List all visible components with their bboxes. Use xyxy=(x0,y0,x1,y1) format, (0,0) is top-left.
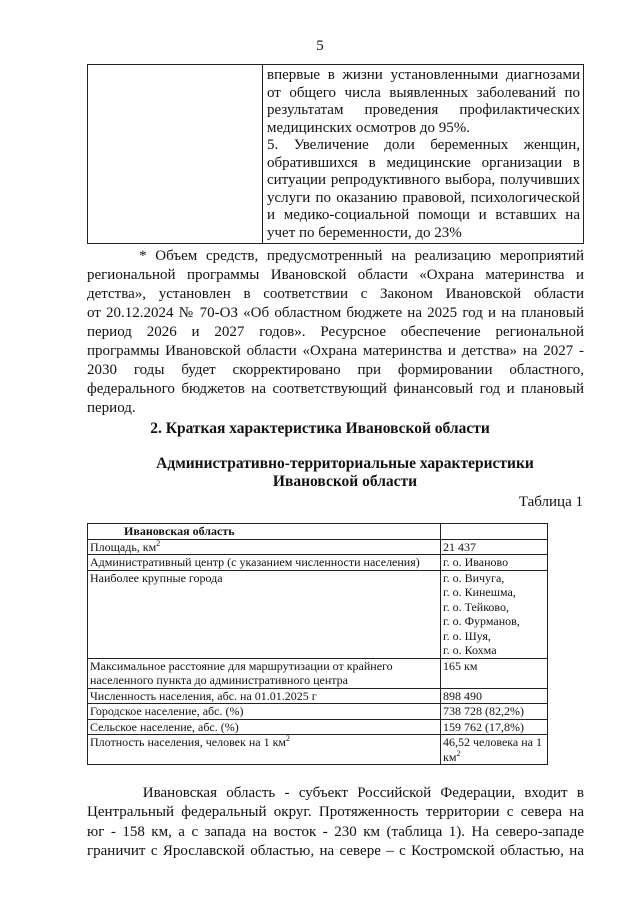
subheading-line: Ивановской области xyxy=(272,473,418,490)
cell-line: впервые в жизни установленными диагнозами xyxy=(267,67,580,83)
row-label xyxy=(88,539,441,555)
empty-left-cell xyxy=(88,65,263,243)
superscript: 2 xyxy=(156,538,161,548)
cell-line: медицинских осмотров до 95%. xyxy=(267,119,470,136)
cell-line: 5. Увеличение доли беременных женщин, xyxy=(267,137,580,153)
text-line: федерального бюджетов на соответствующий финансовый год и плановый xyxy=(87,381,584,397)
text-line: Ивановская область - субъект Российской Федерации, входит в xyxy=(87,785,584,801)
table-row xyxy=(88,570,548,658)
text-line: региональной программы Ивановской области «Охрана материнства и xyxy=(87,267,584,283)
text-line: от 20.12.2024 № 70-ОЗ «Об областном бюджете на 2025 год и на плановый xyxy=(87,305,584,321)
city: г. о. Вичуга, xyxy=(443,570,505,585)
table-row xyxy=(88,688,548,704)
empty-cell xyxy=(441,524,548,540)
cell-line: результатам проведения профилактических xyxy=(267,102,580,118)
superscript: 2 xyxy=(456,748,461,758)
text-line: юг - 158 км, а с запада на восток - 230 км (таблица 1). На северо-западе xyxy=(87,823,584,840)
row-value: 738 728 (82,2%) xyxy=(441,704,548,720)
row-value: 21 437 xyxy=(441,539,548,555)
text-line: * Объем средств, предусмотренный на реализацию мероприятий xyxy=(87,248,584,264)
row-value xyxy=(441,735,548,765)
row-value: 165 км xyxy=(441,658,548,688)
row-label: Административный центр (с указанием численности населения) xyxy=(88,555,441,571)
table-row xyxy=(88,735,548,765)
region-characteristics-table xyxy=(87,523,548,765)
page-number: 5 xyxy=(316,38,324,54)
cell-line: и медико-социальной помощи и вставших на xyxy=(267,207,580,223)
section-heading: 2. Краткая характеристика Ивановской области xyxy=(150,420,490,437)
cell-line: от общего числа выявленных заболеваний по xyxy=(267,84,580,101)
table-header-row xyxy=(88,524,548,540)
table-row xyxy=(88,719,548,735)
text-line: период. xyxy=(87,400,136,416)
body-paragraph xyxy=(87,784,584,861)
row-label: Городское население, абс. (%) xyxy=(88,704,441,720)
text-line: 2030 годы будет скорректировано при формировании областного, xyxy=(87,362,584,378)
row-value: г. о. Иваново xyxy=(441,555,548,571)
text-line: программы Ивановской области «Охрана материнства и детства» на 2027 - xyxy=(87,343,584,359)
cell-line: учет по беременности, до 23% xyxy=(267,224,462,241)
table-row xyxy=(88,658,548,688)
row-label xyxy=(88,735,441,765)
subheading xyxy=(150,455,540,491)
row-label: Наиболее крупные города xyxy=(88,570,441,658)
value-text: 46,52 человека на 1 км xyxy=(443,735,542,764)
text-line: граничит с Ярославской областью, на севере – с Костромской областью, на xyxy=(87,842,584,859)
row-value: 898 490 xyxy=(441,688,548,704)
row-label: Численность населения, абс. на 01.01.2025 г xyxy=(88,688,441,704)
indicators-cell xyxy=(263,65,583,243)
table-label: Таблица 1 xyxy=(518,494,583,510)
footnote-paragraph xyxy=(87,247,584,418)
label-text: Плотность населения, человек на 1 км xyxy=(90,735,287,749)
row-label: Максимальное расстояние для маршрутизации от крайнего населенного пункта до административного центра xyxy=(88,658,441,688)
table-row xyxy=(88,539,548,555)
city: г. о. Кохма xyxy=(443,643,497,657)
text-line: детства», установлен в соответствии с Законом Ивановской области xyxy=(87,286,584,302)
label-text: Площадь, км xyxy=(90,539,157,554)
row-label: Сельское население, абс. (%) xyxy=(88,719,441,735)
text-line: Центральный федеральный округ. Протяженность территории с севера на xyxy=(87,804,584,821)
cell-line: услуги по оказанию правовой, психологической xyxy=(267,189,580,206)
table-row xyxy=(88,704,548,720)
row-value-list xyxy=(441,570,548,658)
superscript: 2 xyxy=(286,734,291,743)
table-row xyxy=(88,555,548,571)
city: г. о. Тейково, xyxy=(443,599,509,614)
text-line: период 2026 и 2027 годов». Ресурсное обеспечение региональной xyxy=(87,324,584,340)
table-header: Ивановская область xyxy=(88,524,441,540)
subheading-line: Административно-территориальные характеристики xyxy=(156,455,534,472)
city: г. о. Фурманов, xyxy=(443,614,520,628)
city: г. о. Кинешма, xyxy=(443,585,516,599)
row-value: 159 762 (17,8%) xyxy=(441,719,548,735)
city: г. о. Шуя, xyxy=(443,628,491,643)
cell-line: ситуации репродуктивного выбора, получивших xyxy=(267,172,580,188)
continued-table xyxy=(87,64,584,244)
cell-line: обратившихся в медицинские организации в xyxy=(267,154,580,171)
